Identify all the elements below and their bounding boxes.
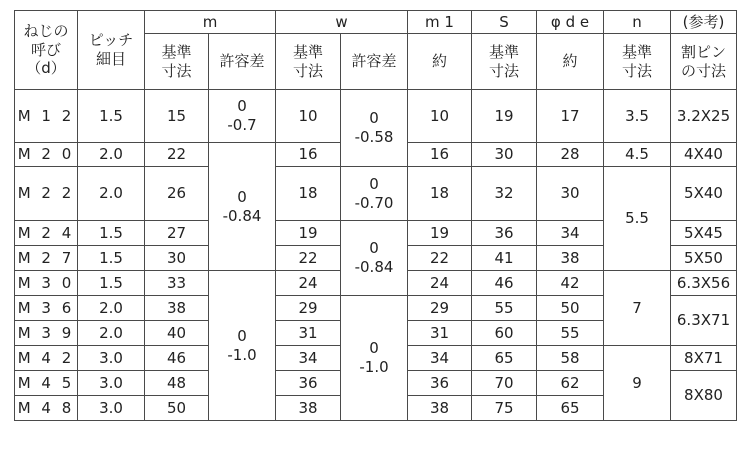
s-cell: 19 [472, 90, 537, 143]
pitch-cell: 2.0 [78, 143, 145, 167]
m-tolerance-cell: 0 -0.84 [209, 143, 276, 271]
spec-table-container [14, 10, 737, 421]
header-split-pin: 割ピン の寸法 [671, 34, 737, 90]
m-base-cell: 46 [145, 346, 209, 371]
w-base-cell: 29 [276, 296, 341, 321]
split-pin-cell: 5X50 [671, 246, 737, 271]
n-cell: 3.5 [604, 90, 671, 143]
m-base-cell: 22 [145, 143, 209, 167]
pitch-cell: 3.0 [78, 371, 145, 396]
split-pin-cell: 8X71 [671, 346, 737, 371]
m-base-cell: 27 [145, 221, 209, 246]
header-phi-approx: 約 [537, 34, 604, 90]
w-tolerance-cell: 0 -0.84 [341, 221, 408, 296]
s-cell: 55 [472, 296, 537, 321]
w-base-cell: 36 [276, 371, 341, 396]
s-cell: 32 [472, 167, 537, 221]
phi-de-cell: 50 [537, 296, 604, 321]
nut-dimension-table [14, 10, 737, 421]
phi-de-cell: 30 [537, 167, 604, 221]
m1-cell: 24 [408, 271, 472, 296]
split-pin-cell: 6.3X71 [671, 296, 737, 346]
thread-size-cell: M 2 2 [15, 167, 78, 221]
w-base-cell: 19 [276, 221, 341, 246]
s-cell: 75 [472, 396, 537, 421]
split-pin-cell: 8X80 [671, 371, 737, 421]
m-base-cell: 40 [145, 321, 209, 346]
pitch-cell: 1.5 [78, 246, 145, 271]
m1-cell: 34 [408, 346, 472, 371]
split-pin-cell: 6.3X56 [671, 271, 737, 296]
header-m: m [145, 11, 276, 34]
n-cell: 5.5 [604, 167, 671, 271]
w-tolerance-cell: 0 -0.70 [341, 167, 408, 221]
header-phi-de: φ d e [537, 11, 604, 34]
header-s: S [472, 11, 537, 34]
w-base-cell: 31 [276, 321, 341, 346]
m-base-cell: 30 [145, 246, 209, 271]
header-pitch: ピッチ 細目 [78, 11, 145, 90]
thread-size-cell: M 1 2 [15, 90, 78, 143]
pitch-cell: 3.0 [78, 346, 145, 371]
m-tolerance-cell: 0 -1.0 [209, 271, 276, 421]
m1-cell: 18 [408, 167, 472, 221]
w-base-cell: 38 [276, 396, 341, 421]
phi-de-cell: 42 [537, 271, 604, 296]
split-pin-cell: 5X40 [671, 167, 737, 221]
phi-de-cell: 58 [537, 346, 604, 371]
m1-cell: 16 [408, 143, 472, 167]
thread-size-cell: M 4 8 [15, 396, 78, 421]
w-tolerance-cell: 0 -0.58 [341, 90, 408, 167]
w-base-cell: 22 [276, 246, 341, 271]
header-n: n [604, 11, 671, 34]
phi-de-cell: 34 [537, 221, 604, 246]
phi-de-cell: 62 [537, 371, 604, 396]
table-row [15, 167, 737, 221]
header-m-base: 基準 寸法 [145, 34, 209, 90]
m1-cell: 19 [408, 221, 472, 246]
thread-size-cell: M 3 9 [15, 321, 78, 346]
phi-de-cell: 55 [537, 321, 604, 346]
table-row [15, 90, 737, 143]
thread-size-cell: M 2 7 [15, 246, 78, 271]
s-cell: 46 [472, 271, 537, 296]
split-pin-cell: 4X40 [671, 143, 737, 167]
w-tolerance-cell: 0 -1.0 [341, 296, 408, 421]
header-m-tolerance: 許容差 [209, 34, 276, 90]
n-cell: 9 [604, 346, 671, 421]
s-cell: 41 [472, 246, 537, 271]
m-base-cell: 50 [145, 396, 209, 421]
pitch-cell: 1.5 [78, 271, 145, 296]
m-base-cell: 38 [145, 296, 209, 321]
pitch-cell: 2.0 [78, 321, 145, 346]
header-w-tolerance: 許容差 [341, 34, 408, 90]
header-s-base: 基準 寸法 [472, 34, 537, 90]
w-base-cell: 10 [276, 90, 341, 143]
header-w-base: 基準 寸法 [276, 34, 341, 90]
s-cell: 70 [472, 371, 537, 396]
w-base-cell: 34 [276, 346, 341, 371]
w-base-cell: 16 [276, 143, 341, 167]
s-cell: 65 [472, 346, 537, 371]
header-m1: m 1 [408, 11, 472, 34]
s-cell: 60 [472, 321, 537, 346]
m-base-cell: 15 [145, 90, 209, 143]
m1-cell: 31 [408, 321, 472, 346]
phi-de-cell: 17 [537, 90, 604, 143]
thread-size-cell: M 3 6 [15, 296, 78, 321]
thread-size-cell: M 2 4 [15, 221, 78, 246]
pitch-cell: 2.0 [78, 296, 145, 321]
w-base-cell: 18 [276, 167, 341, 221]
m-tolerance-cell: 0 -0.7 [209, 90, 276, 143]
s-cell: 36 [472, 221, 537, 246]
w-base-cell: 24 [276, 271, 341, 296]
header-n-base: 基準 寸法 [604, 34, 671, 90]
pitch-cell: 1.5 [78, 221, 145, 246]
pitch-cell: 1.5 [78, 90, 145, 143]
phi-de-cell: 38 [537, 246, 604, 271]
m-base-cell: 26 [145, 167, 209, 221]
n-cell: 4.5 [604, 143, 671, 167]
s-cell: 30 [472, 143, 537, 167]
thread-size-cell: M 4 5 [15, 371, 78, 396]
header-m1-approx: 約 [408, 34, 472, 90]
m-base-cell: 48 [145, 371, 209, 396]
thread-size-cell: M 4 2 [15, 346, 78, 371]
split-pin-cell: 3.2X25 [671, 90, 737, 143]
thread-size-cell: M 2 0 [15, 143, 78, 167]
pitch-cell: 2.0 [78, 167, 145, 221]
m1-cell: 36 [408, 371, 472, 396]
phi-de-cell: 65 [537, 396, 604, 421]
header-reference: (参考) [671, 11, 737, 34]
phi-de-cell: 28 [537, 143, 604, 167]
n-cell: 7 [604, 271, 671, 346]
m1-cell: 29 [408, 296, 472, 321]
m1-cell: 38 [408, 396, 472, 421]
split-pin-cell: 5X45 [671, 221, 737, 246]
header-thread-size: ねじの 呼び （d） [15, 11, 78, 90]
pitch-cell: 3.0 [78, 396, 145, 421]
m-base-cell: 33 [145, 271, 209, 296]
thread-size-cell: M 3 0 [15, 271, 78, 296]
m1-cell: 10 [408, 90, 472, 143]
m1-cell: 22 [408, 246, 472, 271]
header-w: w [276, 11, 408, 34]
